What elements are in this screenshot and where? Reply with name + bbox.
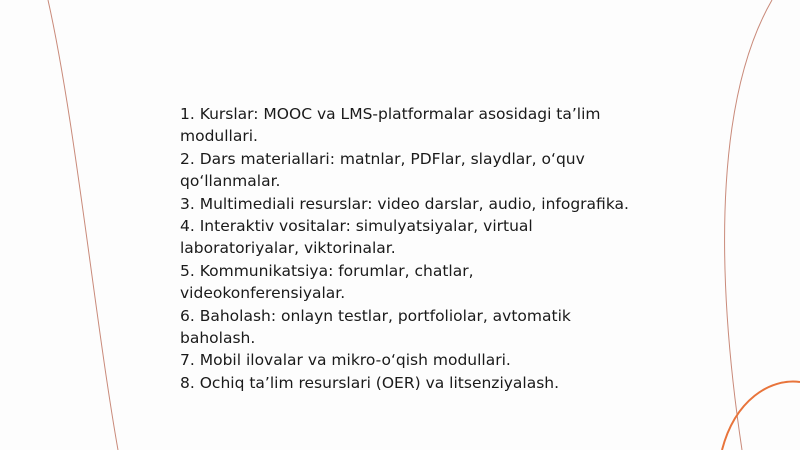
left-curve-line [48, 0, 118, 450]
list-item: 3. Multimediali resurslar: video darslar, audio, infografika. [180, 194, 629, 213]
list-item: 7. Mobil ilovalar va mikro-o‘qish modullari. [180, 351, 511, 370]
list-item: 6. Baholash: onlayn testlar, portfoliolar, avtomatik baholash. [180, 306, 571, 348]
right-curve-line [725, 0, 772, 450]
list-item: 8. Ochiq ta’lim resurslari (OER) va litsenziyalash. [180, 373, 560, 392]
resource-list [180, 103, 630, 394]
list-item: 5. Kommunikatsiya: forumlar, chatlar, videokonferensiyalar. [180, 261, 474, 303]
list-item: 1. Kurslar: MOOC va LMS-platformalar asosidagi ta’lim modullari. [180, 105, 601, 146]
list-item: 2. Dars materiallari: matnlar, PDFlar, slaydlar, o‘quv qo‘llanmalar. [180, 149, 585, 191]
list-item: 4. Interaktiv vositalar: simulyatsiyalar, virtual laboratoriyalar, viktorinalar. [180, 217, 533, 258]
